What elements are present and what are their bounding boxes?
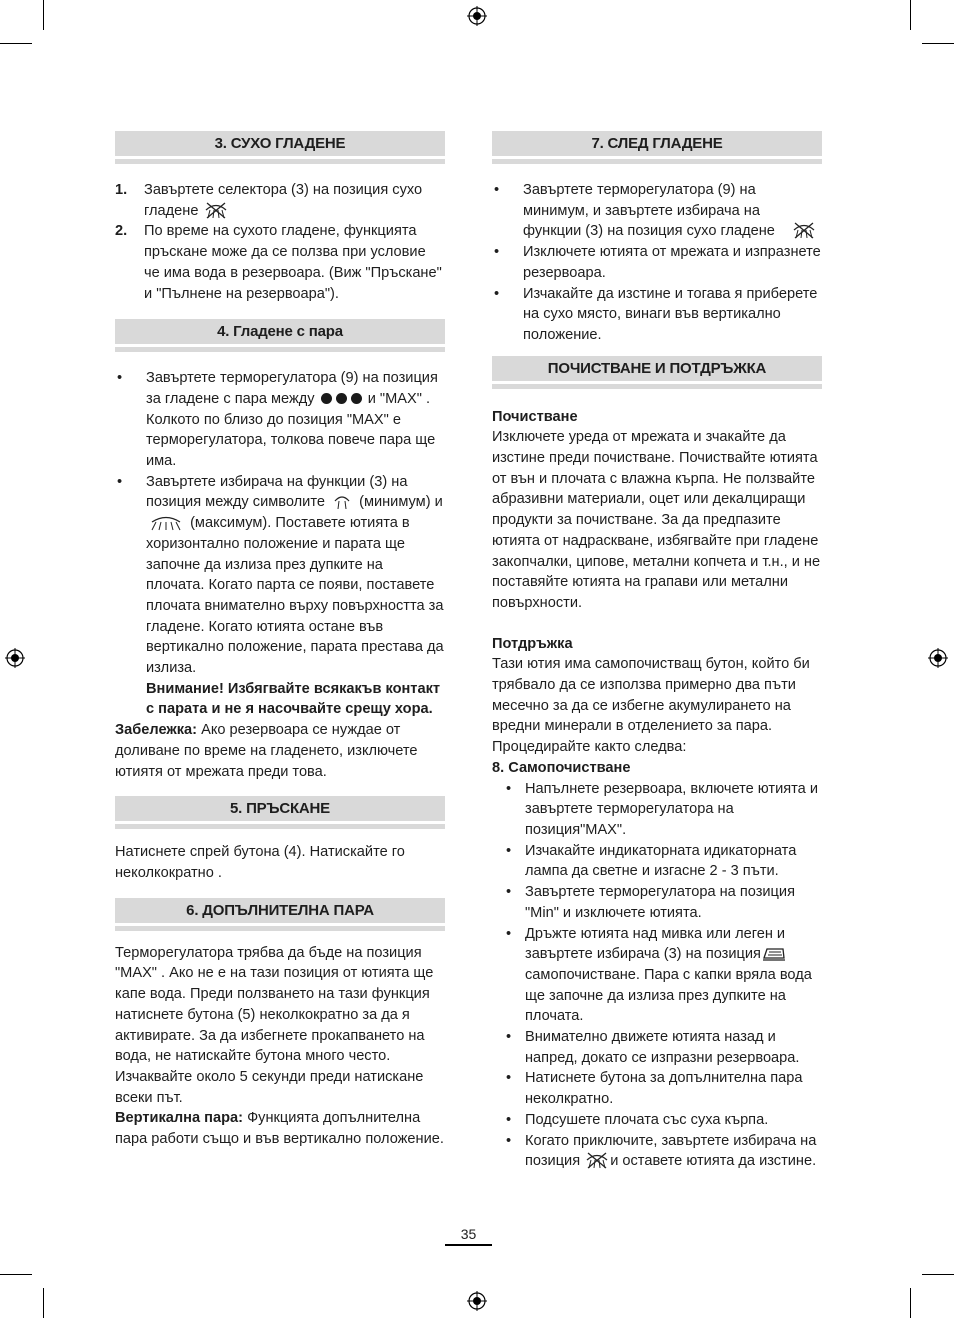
- item-text: и оставете ютията да изстине.: [610, 1153, 817, 1170]
- min-steam-icon: [329, 492, 355, 510]
- list-item: • Внимателно движете ютията назад и напред, докато се изпразни резервоара.: [492, 1027, 822, 1068]
- subheading-cleaning: Почистване: [492, 408, 578, 425]
- crop-mark: [922, 43, 954, 44]
- item-text: Натиснете бутона за допълнителна пара неколкратно.: [525, 1070, 803, 1108]
- list-item: • Изчакайте индикаторната идикаторната лампа да светне и изгасне 2 - 3 пъти.: [492, 841, 822, 882]
- item-text: Изчакайте индикаторната идикаторната лампа да светне и изгасне 2 - 3 пъти.: [525, 842, 797, 880]
- list-item: • Подсушете плочата със суха кърпа.: [492, 1110, 822, 1131]
- item-number: 1.: [115, 182, 128, 198]
- crossed-steam-icon: [203, 201, 229, 219]
- registration-mark-icon: [5, 648, 25, 668]
- subheading-maintenance: Потдръжка: [492, 635, 573, 652]
- item-text: Напълнете резервоара, включете ютията и завъртете терморегулатора на позиция"MAX".: [525, 780, 818, 838]
- item-text: Дръжте ютията над мивка или леген и завъртете избирача (3) на позиция: [525, 925, 786, 963]
- item-text: Изключете ютията от мрежата и изпразнете резервоара.: [523, 244, 821, 281]
- text: Функцията допълнителна пара работи също и във вертикално положение.: [115, 1110, 444, 1148]
- warning-text: Внимание! Избягвайте всякакъв контакт с парата и не я насочвайте срещу хора.: [146, 680, 441, 718]
- paragraph: Терморегулатора трябва да бъде на позиция "MAX" . Ако не е на тази позиция от ютията ще капе вода. Преди ползването на тази функция натиснете бутона (5) неколкократно за да я активирате. За да избегнете прокапването на вода, не натискайте бутона много често. Изчаквайте около 5 секунди преди натискане всеки път.: [115, 944, 434, 1106]
- section-title-steam-ironing: 4. Гладене с пара: [115, 319, 445, 344]
- section-title-spray: 5. ПРЪСКАНЕ: [115, 796, 445, 821]
- crossed-steam-icon: [584, 1151, 610, 1169]
- registration-mark-icon: [467, 1291, 487, 1311]
- label: Вертикална пара:: [115, 1110, 243, 1127]
- item-text: и "MAX" . Колкото по близо до позиция "MAX" е терморегулатора, толкова повече пара ще има.: [146, 390, 436, 470]
- list-item: • Напълнете резервоара, включете ютията и завъртете терморегулатора на позиция"MAX".: [492, 779, 822, 841]
- warning: [115, 679, 445, 720]
- crop-mark: [43, 0, 44, 30]
- list-item: • Дръжте ютията над мивка или леген и завъртете избирача (3) на позиция самопочистване. Пара с капки вряла вода ще започне да излиза през дупките на плочата.: [506, 925, 812, 1025]
- self-clean-icon: [761, 944, 787, 962]
- page-number-rule: [445, 1244, 492, 1246]
- section-title-cleaning-maintenance: ПОЧИСТВАНЕ И ПОТДРЪЖКА: [492, 356, 822, 381]
- item-text: Когато приключите, завъртете избирача на позиция: [525, 1132, 817, 1170]
- item-text: Внимателно движете ютията назад и напред, докато се изпразни резервоара.: [525, 1029, 800, 1066]
- list-item: • Когато приключите, завъртете избирача на позиция и оставете ютията да изстине.: [506, 1132, 817, 1170]
- section-title-after-ironing: 7. СЛЕД ГЛАДЕНЕ: [492, 131, 822, 156]
- item-text: По време на сухото гладене, функцията пръскане може да се ползва при условие че има вода в резервоара. (Виж "Пръскане" и "Пълнене на резервоара").: [144, 223, 442, 302]
- item-text: Завъртете избирача на функции (3) на позиция между символите: [146, 473, 408, 511]
- crop-mark: [0, 1274, 32, 1275]
- paragraph: Изключете уреда от мрежата и зчакайте да изстине преди почистване. Почиствайте ютията от вън и плочата с влажна кърпа. Не ползвайте абразивни материали, оцет или декалциращи продукти за почистване. За да предпазите ютията от надраскване, избягвайте при гладене закопчалки, ципове, метални копчета и т.н., и не поставяйте ютията на грапави или метални повърхности.: [492, 429, 821, 611]
- paragraph: Тази ютия има самопочистващ бутон, който би трябвало да се използва примерно два пъти месечно за да се избегне акумулирането на вредни минерали в отделението за пара. Процедирайте както следва:: [492, 656, 810, 756]
- registration-mark-icon: [467, 6, 487, 26]
- section-title-dry-ironing: 3. СУХО ГЛАДЕНЕ: [115, 131, 445, 156]
- list-item: [115, 221, 445, 304]
- crop-mark: [910, 0, 911, 30]
- max-steam-icon: [146, 513, 186, 531]
- crop-mark: [43, 1288, 44, 1318]
- item-text: Завъртете селектора (3) на позиция сухо гладене: [144, 182, 423, 219]
- page-number: 35: [460, 1226, 477, 1242]
- item-number: 2.: [115, 223, 128, 240]
- list-item: • Завъртете терморегулатора (9) на позиция за гладене с пара между и "MAX" . Колкото по близо до позиция "MAX" е терморегулатора, толкова повече пара ще има.: [117, 370, 438, 470]
- crop-mark: [910, 1288, 911, 1318]
- registration-mark-icon: [928, 648, 948, 668]
- list-item: • Натиснете бутона за допълнителна пара неколкратно.: [492, 1068, 822, 1109]
- note-label: Забележка:: [115, 722, 198, 739]
- list-item: [115, 180, 445, 221]
- list-item: • Завъртете терморегулатора на позиция "Min" и изключете ютията.: [492, 882, 822, 923]
- crop-mark: [0, 43, 32, 44]
- item-text: (минимум) и: [359, 494, 443, 511]
- item-text: Завъртете терморегулатора (9) на минимум, и завъртете избирача на функции (3) на позиция сухо гладене: [523, 182, 775, 240]
- list-item: • Изчакайте да изстине и тогава я приберете на сухо място, винаги във вертикално положение.: [492, 284, 822, 346]
- crop-mark: [922, 1274, 954, 1275]
- item-text: (максимум). Поставете ютията в хоризонтално положение и парата ще започне да излиза през дупките на плочата. Когато парта се появи, поставете плочата внимателно върху повърхността за гладене. Когато ютията остане във вертикално положение, парата престава да излиза.: [146, 515, 444, 677]
- note: [115, 720, 445, 782]
- left-column: [115, 131, 445, 1150]
- list-item: • Завъртете терморегулатора (9) на минимум, и завъртете избирача на функции (3) на позиция сухо гладене: [492, 180, 822, 242]
- item-text: Подсушете плочата със суха кърпа.: [525, 1111, 769, 1128]
- subheading-self-clean: 8. Самопочистване: [492, 759, 631, 776]
- item-text: самопочистване. Пара с капки вряла вода ще започне да излиза през дупките на плочата.: [525, 966, 812, 1025]
- list-item: • Изключете ютията от мрежата и изпразнете резервоара.: [492, 242, 822, 283]
- list-item: • Завъртете избирача на функции (3) на позиция между символите (минимум) и (максимум). Поставете ютията в хоризонтално положение и парата ще започне да излиза през дупките на плочата. Когато парта се появи, поставете плочата внимателно върху повърхността за гладене. Когато ютията остане във вертикално положение, парата престава да излиза.: [117, 473, 444, 677]
- crossed-steam-icon: [791, 221, 817, 239]
- section-title-extra-steam: 6. ДОПЪЛНИТЕЛНА ПАРА: [115, 898, 445, 923]
- item-text: Изчакайте да изстине и тогава я приберете на сухо място, винаги във вертикално положение.: [523, 285, 818, 343]
- paragraph: Натиснете спрей бутона (4). Натискайте го неколкократно .: [115, 844, 405, 881]
- item-text: Завъртете терморегулатора (9) на позиция за гладене с пара между: [146, 370, 438, 407]
- item-text: Завъртете терморегулатора на позиция "Min" и изключете ютията.: [525, 884, 795, 921]
- paragraph: [115, 1108, 445, 1149]
- note-text: Ако резервоара се нуждае от доливане по време на гладенето, изключете ютиятя от мрежата преди това.: [115, 722, 418, 780]
- right-column: [492, 131, 822, 1172]
- three-dots-icon: [319, 391, 364, 407]
